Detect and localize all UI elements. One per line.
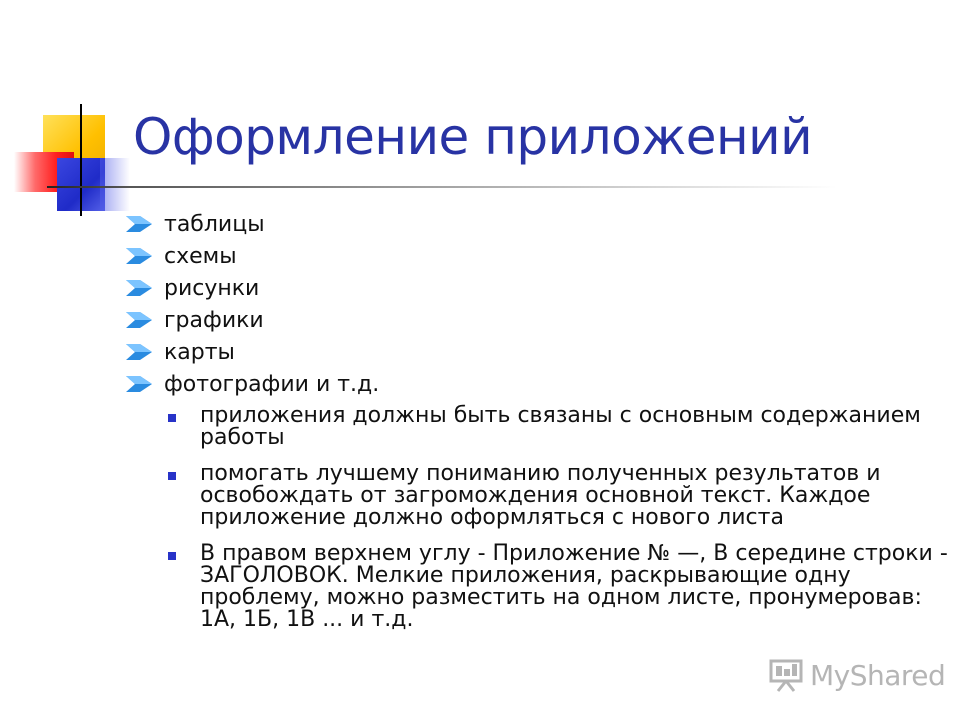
title-underline	[47, 186, 837, 188]
corner-blue-glow	[100, 158, 130, 211]
list-item-label: графики	[164, 308, 264, 333]
arrow-bullet-icon	[126, 246, 152, 266]
square-bullet-icon	[168, 472, 176, 480]
square-bullet-icon	[168, 552, 176, 560]
sub-list-item-text: В правом верхнем углу - Приложение № —, В середине строки - ЗАГОЛОВОК. Мелкие приложения, раскрывающие одну проблему, можно разместить на одном листе, пронумеровав: 1А, 1Б, 1В ... и т.д.	[200, 541, 948, 632]
slide-title: Оформление приложений	[133, 108, 813, 166]
square-bullet-icon	[168, 414, 176, 422]
sub-bullet-list	[168, 405, 948, 645]
sub-list-item-text: приложения должны быть связаны с основным содержанием работы	[200, 403, 921, 450]
list-item-label: фотографии и т.д.	[164, 372, 380, 397]
arrow-bullet-icon	[126, 310, 152, 330]
watermark-logo	[768, 655, 945, 695]
sub-list-item	[168, 463, 948, 529]
sub-list-item-text: помогать лучшему пониманию полученных результатов и освобождать от загромождения основной текст. Каждое приложение должно оформляться с нового листа	[200, 461, 881, 530]
arrow-bullet-icon	[126, 342, 152, 362]
sub-list-item	[168, 405, 948, 449]
list-item-label: карты	[164, 340, 235, 365]
arrow-bullet-icon	[126, 214, 152, 234]
watermark-text: MyShared	[810, 658, 946, 692]
list-item-label: рисунки	[164, 276, 260, 301]
sub-list-item	[168, 543, 948, 631]
arrow-bullet-icon	[126, 278, 152, 298]
arrow-bullet-icon	[126, 374, 152, 394]
list-item-label: таблицы	[164, 212, 265, 237]
presentation-board-icon	[768, 658, 804, 692]
vertical-rule	[80, 104, 82, 216]
list-item-label: схемы	[164, 244, 237, 269]
